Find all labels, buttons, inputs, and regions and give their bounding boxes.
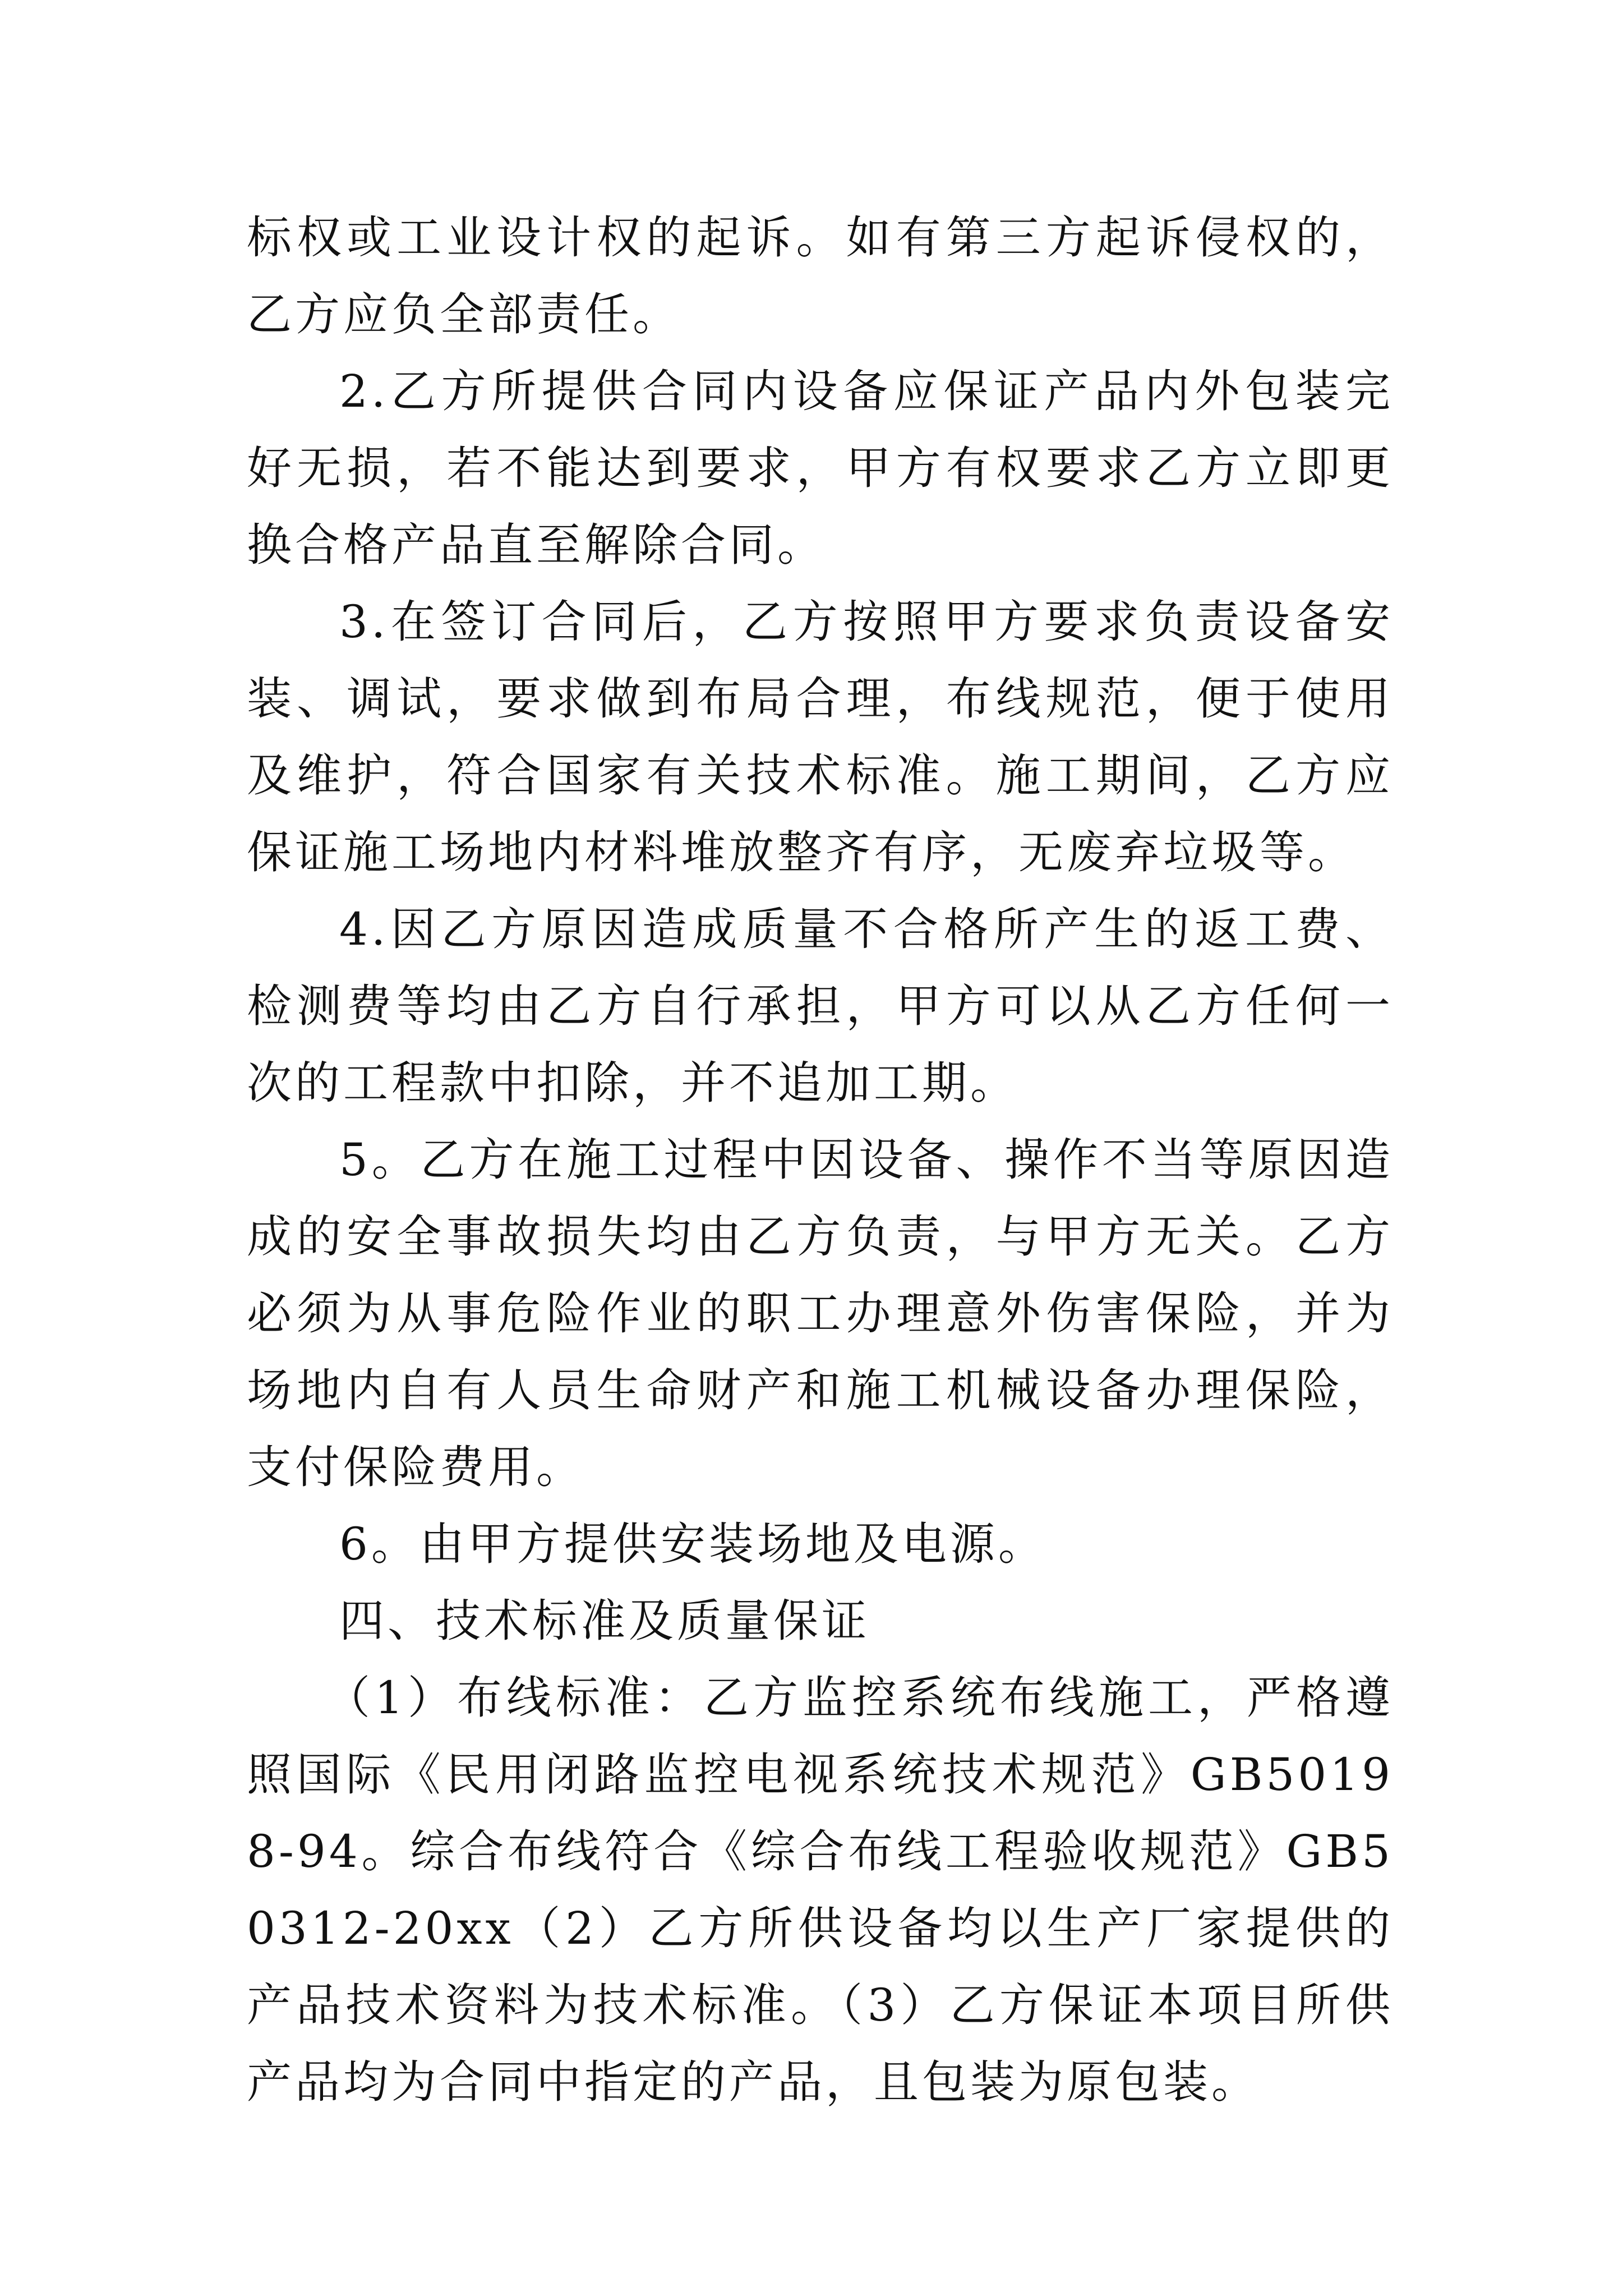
paragraph-item-4: 4.因乙方原因造成质量不合格所产生的返工费、检测费等均由乙方自行承担，甲方可以从乙方任何一次的工程款中扣除，并不追加工期。 bbox=[247, 903, 1394, 1109]
paragraph-item-3: 3.在签订合同后，乙方按照甲方要求负责设备安装、调试，要求做到布局合理，布线规范，便于使用及维护，符合国家有关技术标准。施工期间，乙方应保证施工场地内材料堆放整齐有序，无废弃垃圾等。 bbox=[247, 596, 1394, 878]
paragraph-item-5: 5。乙方在施工过程中因设备、操作不当等原因造成的安全事故损失均由乙方负责，与甲方无关。乙方必须为从事危险作业的职工办理意外伤害保险，并为场地内自有人员生命财产和施工机械设备办理保险，支付保险费用。 bbox=[247, 1134, 1394, 1493]
paragraph-item-2: 2.乙方所提供合同内设备应保证产品内外包装完好无损，若不能达到要求，甲方有权要求乙方立即更换合格产品直至解除合同。 bbox=[247, 365, 1394, 571]
paragraph-item-6: 6。由甲方提供安装场地及电源。 bbox=[339, 1518, 1046, 1570]
section-heading-technical-standards: 四、技术标准及质量保证 bbox=[339, 1595, 870, 1647]
paragraph-standards: （1）布线标准：乙方监控系统布线施工，严格遵照国际《民用闭路监控电视系统技术规范》GB50198-94。综合布线符合《综合布线工程验收规范》GB50312-20xx（2）乙方所供设备均以生产厂家提供的产品技术资料为技术标准。（3）乙方保证本项目所供产品均为合同中指定的产品，且包装为原包装。 bbox=[247, 1672, 1394, 2108]
document-body bbox=[247, 199, 1394, 2120]
paragraph-continuation: 标权或工业设计权的起诉。如有第三方起诉侵权的，乙方应负全部责任。 bbox=[247, 211, 1394, 341]
